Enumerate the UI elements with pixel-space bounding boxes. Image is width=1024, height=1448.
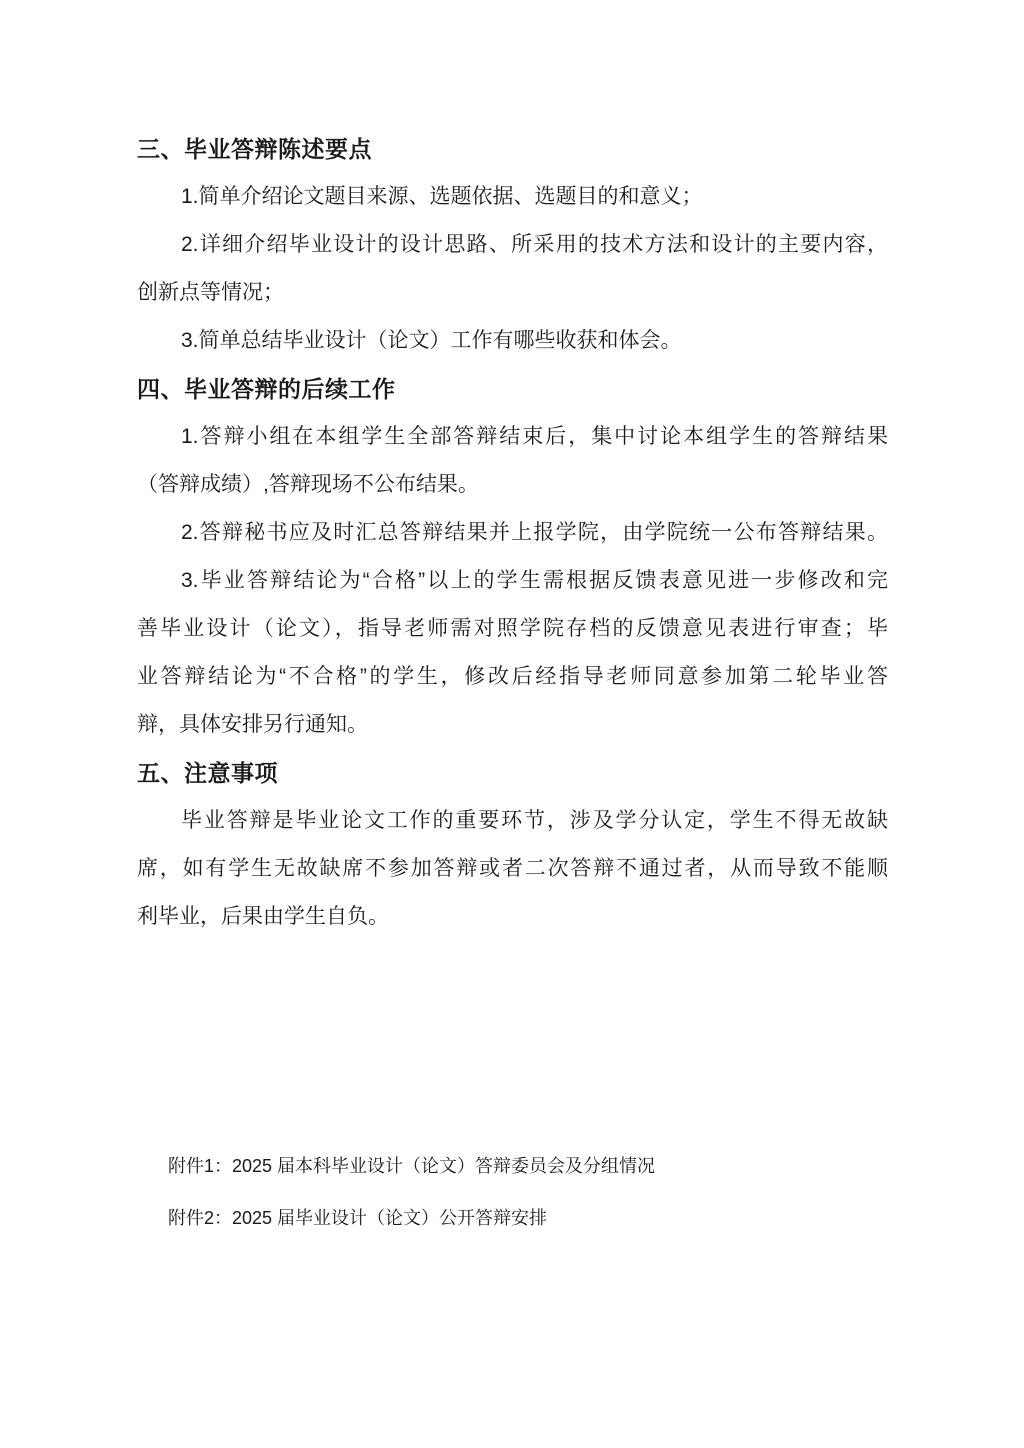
doc-line: 利毕业，后果由学生自负。 bbox=[137, 905, 389, 928]
doc-line: （答辩成绩）,答辩现场不公布结果。 bbox=[137, 473, 479, 496]
section-heading-5: 五、注意事项 bbox=[137, 760, 278, 786]
section-heading-3: 三、毕业答辩陈述要点 bbox=[137, 136, 372, 162]
doc-line: 1.答辩小组在本组学生全部答辩结束后，集中讨论本组学生的答辩结果 bbox=[181, 425, 888, 448]
doc-line: 善毕业设计（论文），指导老师需对照学院存档的反馈意见表进行审查；毕 bbox=[137, 617, 888, 640]
doc-line: 毕业答辩是毕业论文工作的重要环节，涉及学分认定，学生不得无故缺 bbox=[181, 809, 888, 832]
attachments-block bbox=[168, 1140, 655, 1244]
document-content bbox=[137, 125, 888, 941]
attachment-line-1: 附件1：2025 届本科毕业设计（论文）答辩委员会及分组情况 bbox=[168, 1156, 656, 1176]
doc-line: 创新点等情况； bbox=[137, 281, 284, 304]
section-heading-4: 四、毕业答辩的后续工作 bbox=[137, 376, 396, 402]
attachment-line-2: 附件2：2025 届毕业设计（论文）公开答辩安排 bbox=[168, 1208, 548, 1228]
doc-line: 3.简单总结毕业设计（论文）工作有哪些收获和体会。 bbox=[181, 329, 682, 352]
doc-line: 辩，具体安排另行通知。 bbox=[137, 713, 368, 736]
doc-line: 3.毕业答辩结论为“合格”以上的学生需根据反馈表意见进一步修改和完 bbox=[181, 569, 888, 592]
doc-line: 席，如有学生无故缺席不参加答辩或者二次答辩不通过者，从而导致不能顺 bbox=[137, 857, 888, 880]
doc-line: 2.详细介绍毕业设计的设计思路、所采用的技术方法和设计的主要内容， bbox=[181, 233, 888, 256]
doc-line: 业答辩结论为“不合格”的学生，修改后经指导老师同意参加第二轮毕业答 bbox=[137, 665, 888, 688]
doc-line: 1.简单介绍论文题目来源、选题依据、选题目的和意义； bbox=[181, 185, 703, 208]
doc-line: 2.答辩秘书应及时汇总答辩结果并上报学院，由学院统一公布答辩结果。 bbox=[181, 521, 888, 544]
